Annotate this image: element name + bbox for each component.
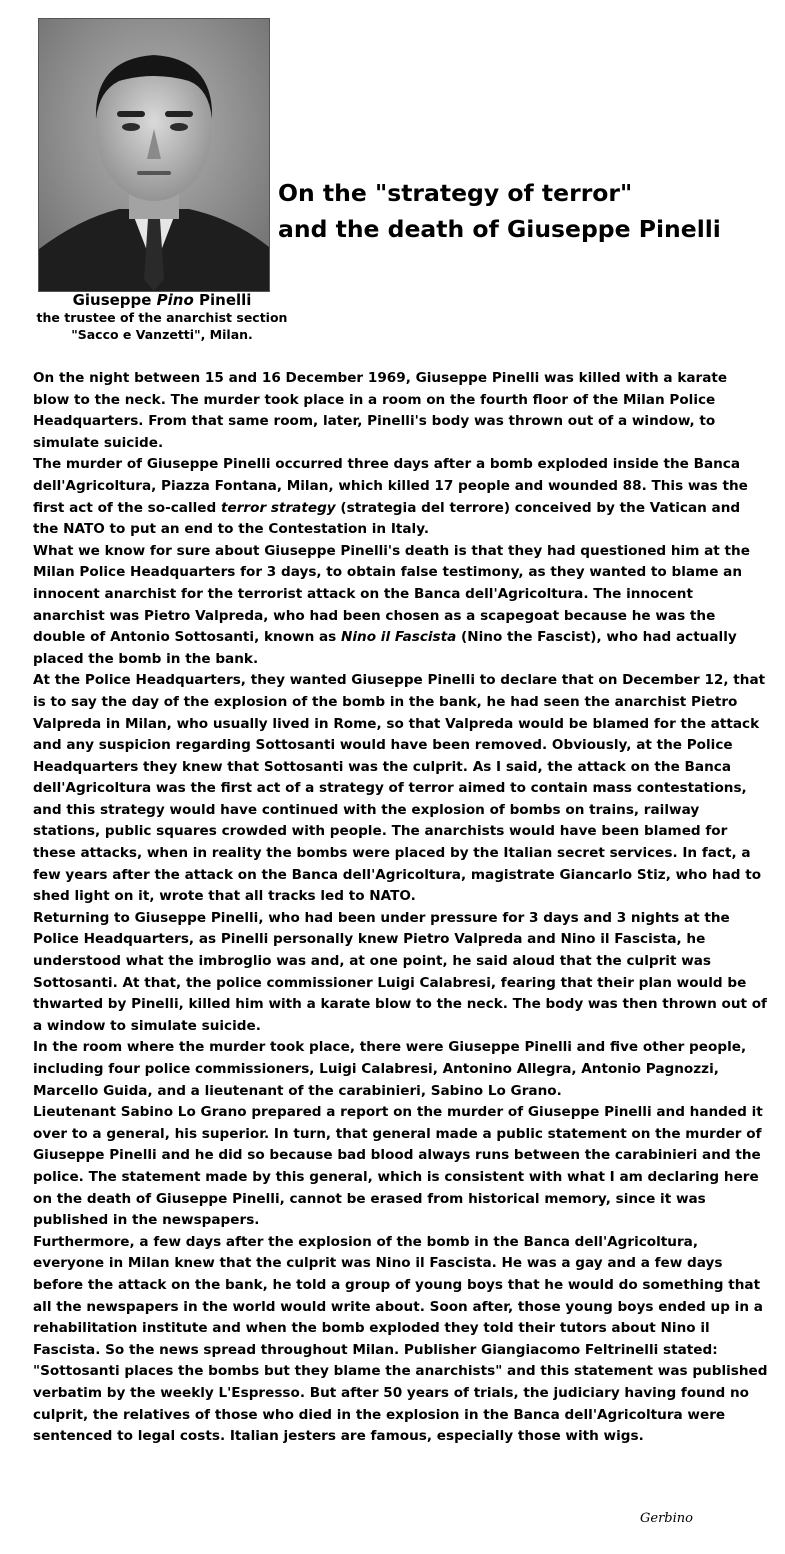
- paragraph-2-emphasis: terror strategy: [220, 499, 336, 516]
- portrait-image: [39, 19, 269, 291]
- paragraph-1: On the night between 15 and 16 December 1969, Giuseppe Pinelli was killed with a karate blow to the neck. The murder took place in a room on the fourth floor of the Milan Police Headquarters. From that same room, later, Pinelli's body was thrown out of a window, to simulate suicide.: [33, 370, 728, 451]
- page-title: [278, 175, 778, 247]
- paragraph-2-text-b: (strategia del terrore) conceived by the Vatican and the NATO to put an end to the Contestation in Italy.: [33, 499, 741, 538]
- portrait-photo: [38, 18, 270, 292]
- paragraph-3-emphasis: Nino il Fascista: [341, 629, 457, 646]
- title-line-1: On the "strategy of terror": [278, 179, 633, 207]
- caption-line-1: the trustee of the anarchist section: [36, 310, 288, 325]
- paragraph-3-text-b: (Nino the Fascist), who had actually placed the bomb in the bank.: [33, 629, 737, 667]
- paragraph-4: At the Police Headquarters, they wanted Giuseppe Pinelli to declare that on December 12, that is to say the day of the explosion of the bomb in the bank, he had seen the anarchist Pietro Valpreda in Milan, who usually lived in Rome, so that Valpreda would be blamed for the attack and any suspicion regarding Sottosanti would have been removed. Obviously, at the Police Headquarters they knew that Sottosanti was the culprit. As I said, the attack on the Banca dell'Agricoltura was the first act of a strategy of terror aimed to contain mass contestations, and this strategy would have continued with the explosion of bombs on trains, railway stations, public squares crowded with people. The anarchists would have been blamed for these attacks, when in reality the bombs were placed by the Italian secret services. In fact, a few years after the attack on the Banca dell'Agricoltura, magistrate Giancarlo Stiz, who had to shed light on it, wrote that all tracks led to NATO.: [33, 672, 766, 905]
- caption-name: [20, 291, 304, 309]
- paragraph-8: Furthermore, a few days after the explosion of the bomb in the Banca dell'Agricoltura, everyone in Milan knew that the culprit was Nino il Fascista. He was a gay and a few days before the attack on the bank, he told a group of young boys that he would do something that all the newspapers in the world would write about. Soon after, those young boys ended up in a rehabilitation institute and when the bomb exploded they told their tutors about Nino il Fascista. So the news spread throughout Milan. Publisher Giangiacomo Feltrinelli stated: "Sottosanti places the bombs but they blame the anarchists" and this statement was published verbatim by the weekly L'Espresso. But after 50 years of trials, the judiciary having found no culprit, the relatives of those who died in the explosion in the Banca dell'Agricoltura were sentenced to legal costs. Italian jesters are famous, especially those with wigs.: [33, 1233, 768, 1445]
- caption-name-first: Giuseppe: [72, 291, 157, 309]
- paragraph-6: In the room where the murder took place, there were Giuseppe Pinelli and five other people, including four police commissioners, Luigi Calabresi, Antonino Allegra, Antonio Pagnozzi, Marcello Guida, and a lieutenant of the carabinieri, Sabino Lo Grano.: [33, 1039, 747, 1099]
- paragraph-5: Returning to Giuseppe Pinelli, who had been under pressure for 3 days and 3 nights at the Police Headquarters, as Pinelli personally knew Pietro Valpreda and Nino il Fascista, he understood what the imbroglio was and, at one point, he said aloud that the culprit was Sottosanti. At that, the police commissioner Luigi Calabresi, fearing that their plan would be thwarted by Pinelli, killed him with a karate blow to the neck. The body was then thrown out of a window to simulate suicide.: [33, 909, 767, 1034]
- paragraph-2-text-a: The murder of Giuseppe Pinelli occurred three days after a bomb exploded inside the Banca dell'Agricoltura, Piazza Fontana, Milan, which killed 17 people and wounded 88. This was the first act of the so-called: [33, 456, 748, 516]
- photo-caption: [20, 291, 304, 343]
- caption-name-last: Pinelli: [193, 291, 252, 309]
- author-signature: Gerbino: [640, 1511, 693, 1526]
- paragraph-3: [33, 541, 768, 671]
- caption-name-middle: Pino: [156, 291, 194, 309]
- paragraph-7: Lieutenant Sabino Lo Grano prepared a report on the murder of Giuseppe Pinelli and handed it over to a general, his superior. In turn, that general made a public statement on the murder of Giuseppe Pinelli and he did so because bad blood always runs between the carabinieri and the police. The statement made by this general, which is consistent with what I am declaring here on the death of Giuseppe Pinelli, cannot be erased from historical memory, since it was published in the newspapers.: [33, 1104, 763, 1229]
- title-line-2: and the death of Giuseppe Pinelli: [278, 215, 721, 243]
- paragraph-3-text-a: What we know for sure about Giuseppe Pinelli's death is that they had questioned him at the Milan Police Headquarters for 3 days, to obtain false testimony, as they wanted to blame an innocent anarchist for the terrorist attack on the Banca dell'Agricoltura. The innocent anarchist was Pietro Valpreda, who had been chosen as a scapegoat because he was the double of Antonio Sottosanti, known as: [33, 542, 750, 646]
- paragraph-2: [33, 454, 768, 540]
- caption-line-2: "Sacco e Vanzetti", Milan.: [71, 327, 253, 342]
- article-body: [33, 368, 768, 1448]
